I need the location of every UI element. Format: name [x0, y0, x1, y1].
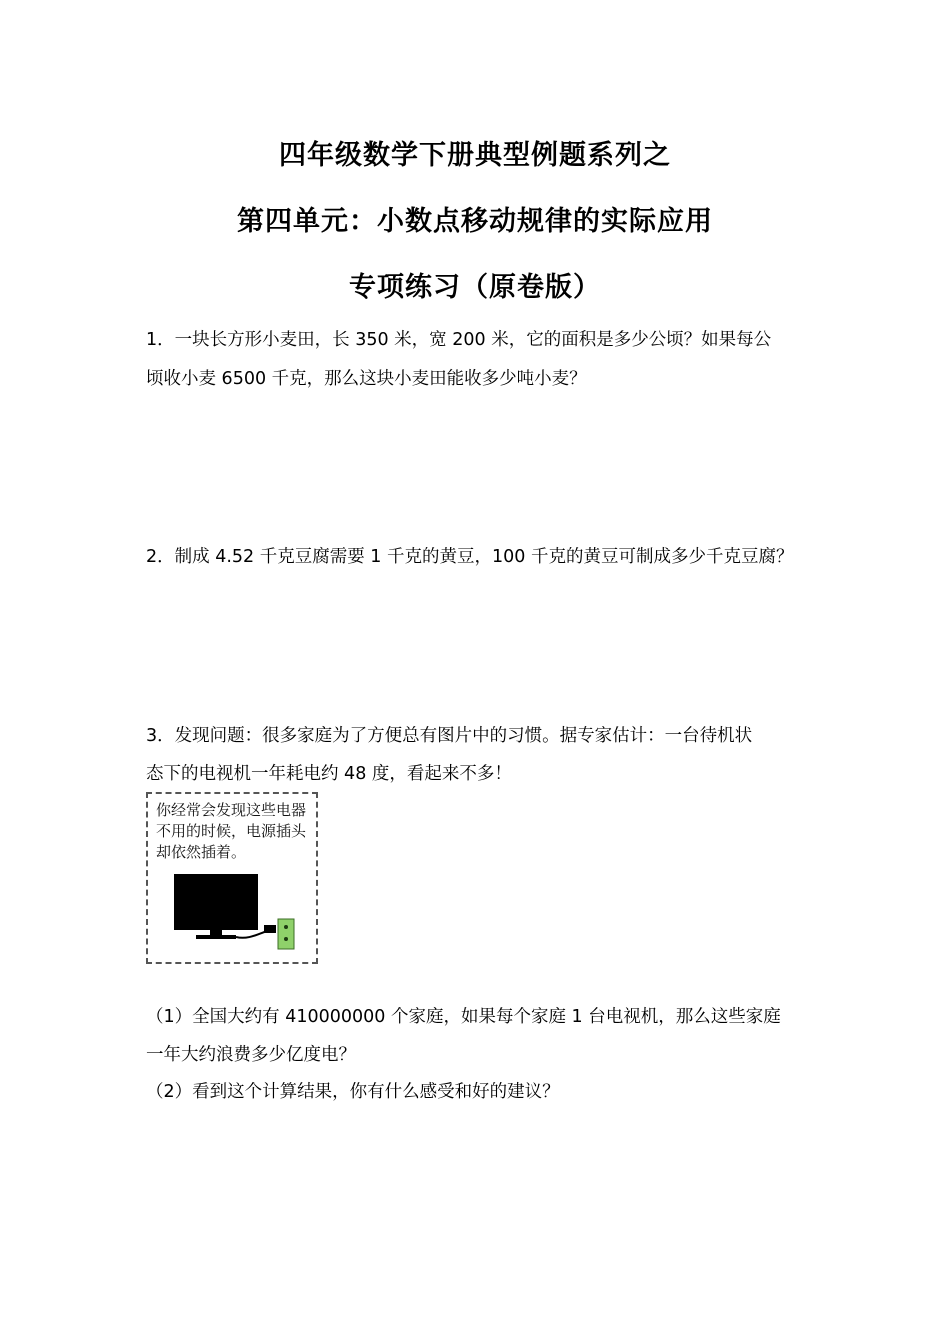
question-1-line-1: 1．一块长方形小麦田，长 350 米，宽 200 米，它的面积是多少公顷？如果每公 — [146, 330, 772, 350]
title-unit: 第四单元：小数点移动规律的实际应用 — [237, 206, 713, 237]
title-series: 四年级数学下册典型例题系列之 — [279, 140, 671, 171]
wall-socket-icon — [278, 919, 294, 949]
question-3-sub-2-line-1: （2）看到这个计算结果，你有什么感受和好的建议？ — [146, 1082, 560, 1102]
question-3-line-2: 态下的电视机一年耗电约 48 度，看起来不多！ — [146, 764, 512, 784]
standby-tv-figure — [146, 792, 318, 964]
title-exercise: 专项练习（原卷版） — [349, 272, 601, 303]
question-3-line-1: 3．发现问题：很多家庭为了方便总有图片中的习惯。据专家估计：一台待机状 — [146, 726, 753, 746]
tv-icon — [174, 874, 258, 939]
tv-plug-illustration — [148, 794, 316, 962]
question-3-sub-1-line-1: （1）全国大约有 410000000 个家庭，如果每个家庭 1 台电视机，那么这些家庭 — [146, 1007, 781, 1027]
figure-caption: 你经常会发现这些电器不用的时候，电源插头却依然插着。 — [156, 801, 307, 861]
question-1-line-2: 顷收小麦 6500 千克，那么这块小麦田能收多少吨小麦？ — [146, 369, 587, 389]
question-2-line-1: 2．制成 4.52 千克豆腐需要 1 千克的黄豆，100 千克的黄豆可制成多少千克豆腐？ — [146, 547, 794, 567]
question-3-sub-1-line-2: 一年大约浪费多少亿度电？ — [146, 1045, 356, 1065]
